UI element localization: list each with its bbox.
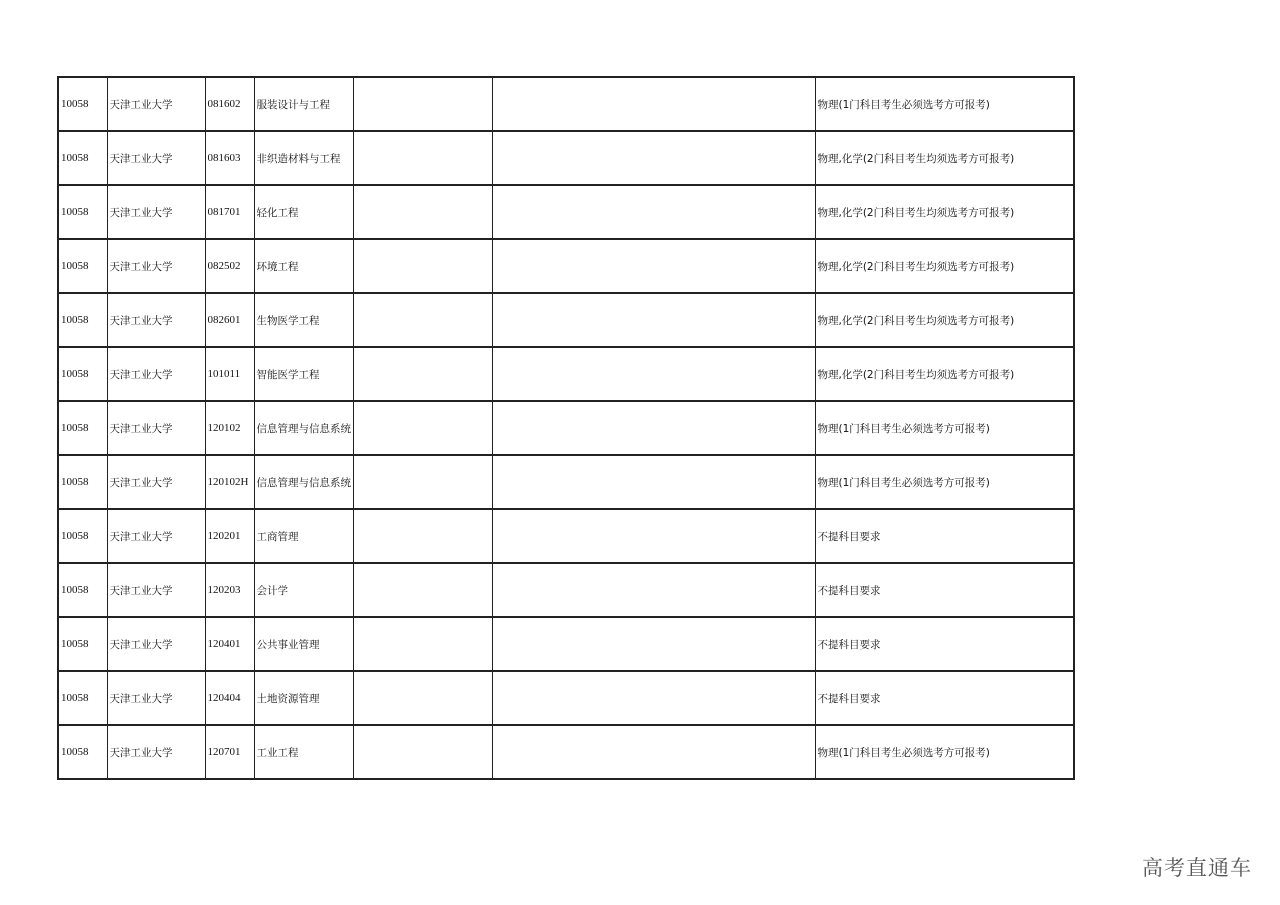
major-name-cell: 工业工程 (254, 725, 353, 779)
table-row (58, 347, 1074, 401)
empty-cell (492, 239, 815, 293)
empty-cell (492, 455, 815, 509)
empty-cell (353, 725, 492, 779)
empty-cell (353, 131, 492, 185)
empty-cell (353, 455, 492, 509)
subject-requirement-cell: 物理(1门科目考生必须选考方可报考) (815, 401, 1074, 455)
table-row (58, 401, 1074, 455)
empty-cell (492, 617, 815, 671)
empty-cell (353, 293, 492, 347)
empty-cell (492, 401, 815, 455)
major-code-cell: 082502 (205, 239, 254, 293)
subject-requirement-cell: 物理(1门科目考生必须选考方可报考) (815, 455, 1074, 509)
school-name-cell: 天津工业大学 (107, 617, 205, 671)
major-code-cell: 120203 (205, 563, 254, 617)
school-code-cell: 10058 (58, 617, 107, 671)
empty-cell (492, 77, 815, 131)
table-row (58, 185, 1074, 239)
school-code-cell: 10058 (58, 509, 107, 563)
major-code-cell: 120201 (205, 509, 254, 563)
subject-requirement-cell: 不提科目要求 (815, 617, 1074, 671)
empty-cell (353, 617, 492, 671)
school-code-cell: 10058 (58, 401, 107, 455)
empty-cell (492, 563, 815, 617)
school-code-cell: 10058 (58, 671, 107, 725)
school-code-cell: 10058 (58, 455, 107, 509)
empty-cell (353, 185, 492, 239)
empty-cell (353, 239, 492, 293)
major-code-cell: 081603 (205, 131, 254, 185)
school-name-cell: 天津工业大学 (107, 401, 205, 455)
subject-requirements-table (57, 76, 1075, 780)
subject-requirement-cell: 不提科目要求 (815, 563, 1074, 617)
major-name-cell: 公共事业管理 (254, 617, 353, 671)
school-name-cell: 天津工业大学 (107, 185, 205, 239)
major-name-cell: 轻化工程 (254, 185, 353, 239)
major-name-cell: 信息管理与信息系统 (254, 401, 353, 455)
school-name-cell: 天津工业大学 (107, 239, 205, 293)
table-body (58, 77, 1074, 779)
school-code-cell: 10058 (58, 563, 107, 617)
empty-cell (492, 131, 815, 185)
empty-cell (353, 509, 492, 563)
table-row (58, 293, 1074, 347)
major-code-cell: 120102 (205, 401, 254, 455)
major-code-cell: 120404 (205, 671, 254, 725)
school-code-cell: 10058 (58, 185, 107, 239)
subject-requirement-cell: 不提科目要求 (815, 671, 1074, 725)
subject-requirement-cell: 物理(1门科目考生必须选考方可报考) (815, 725, 1074, 779)
subject-requirement-cell: 物理,化学(2门科目考生均须选考方可报考) (815, 185, 1074, 239)
major-code-cell: 120401 (205, 617, 254, 671)
school-code-cell: 10058 (58, 131, 107, 185)
school-code-cell: 10058 (58, 725, 107, 779)
major-code-cell: 081701 (205, 185, 254, 239)
major-name-cell: 工商管理 (254, 509, 353, 563)
subject-requirement-cell: 不提科目要求 (815, 509, 1074, 563)
table-row (58, 77, 1074, 131)
school-name-cell: 天津工业大学 (107, 455, 205, 509)
empty-cell (353, 77, 492, 131)
empty-cell (353, 347, 492, 401)
school-name-cell: 天津工业大学 (107, 77, 205, 131)
major-name-cell: 服装设计与工程 (254, 77, 353, 131)
subject-requirement-cell: 物理(1门科目考生必须选考方可报考) (815, 77, 1074, 131)
major-name-cell: 非织造材料与工程 (254, 131, 353, 185)
major-name-cell: 信息管理与信息系统 (254, 455, 353, 509)
major-name-cell: 会计学 (254, 563, 353, 617)
watermark: 高考直通车 (1142, 856, 1252, 880)
major-code-cell: 101011 (205, 347, 254, 401)
table-row (58, 671, 1074, 725)
empty-cell (492, 725, 815, 779)
subject-requirement-cell: 物理,化学(2门科目考生均须选考方可报考) (815, 347, 1074, 401)
major-code-cell: 081602 (205, 77, 254, 131)
school-name-cell: 天津工业大学 (107, 725, 205, 779)
major-name-cell: 环境工程 (254, 239, 353, 293)
school-code-cell: 10058 (58, 77, 107, 131)
table-row (58, 725, 1074, 779)
empty-cell (353, 563, 492, 617)
empty-cell (353, 401, 492, 455)
empty-cell (492, 347, 815, 401)
table-row (58, 455, 1074, 509)
school-code-cell: 10058 (58, 347, 107, 401)
school-name-cell: 天津工业大学 (107, 671, 205, 725)
empty-cell (492, 509, 815, 563)
table-row (58, 239, 1074, 293)
school-name-cell: 天津工业大学 (107, 509, 205, 563)
empty-cell (353, 671, 492, 725)
empty-cell (492, 185, 815, 239)
table-row (58, 563, 1074, 617)
major-name-cell: 土地资源管理 (254, 671, 353, 725)
major-code-cell: 082601 (205, 293, 254, 347)
school-name-cell: 天津工业大学 (107, 293, 205, 347)
school-code-cell: 10058 (58, 239, 107, 293)
school-name-cell: 天津工业大学 (107, 131, 205, 185)
school-name-cell: 天津工业大学 (107, 347, 205, 401)
major-code-cell: 120102H (205, 455, 254, 509)
subject-requirement-cell: 物理,化学(2门科目考生均须选考方可报考) (815, 239, 1074, 293)
table-row (58, 509, 1074, 563)
table-row (58, 131, 1074, 185)
major-name-cell: 生物医学工程 (254, 293, 353, 347)
school-name-cell: 天津工业大学 (107, 563, 205, 617)
major-name-cell: 智能医学工程 (254, 347, 353, 401)
empty-cell (492, 671, 815, 725)
subject-requirement-cell: 物理,化学(2门科目考生均须选考方可报考) (815, 293, 1074, 347)
major-code-cell: 120701 (205, 725, 254, 779)
school-code-cell: 10058 (58, 293, 107, 347)
subject-requirement-cell: 物理,化学(2门科目考生均须选考方可报考) (815, 131, 1074, 185)
empty-cell (492, 293, 815, 347)
table-row (58, 617, 1074, 671)
